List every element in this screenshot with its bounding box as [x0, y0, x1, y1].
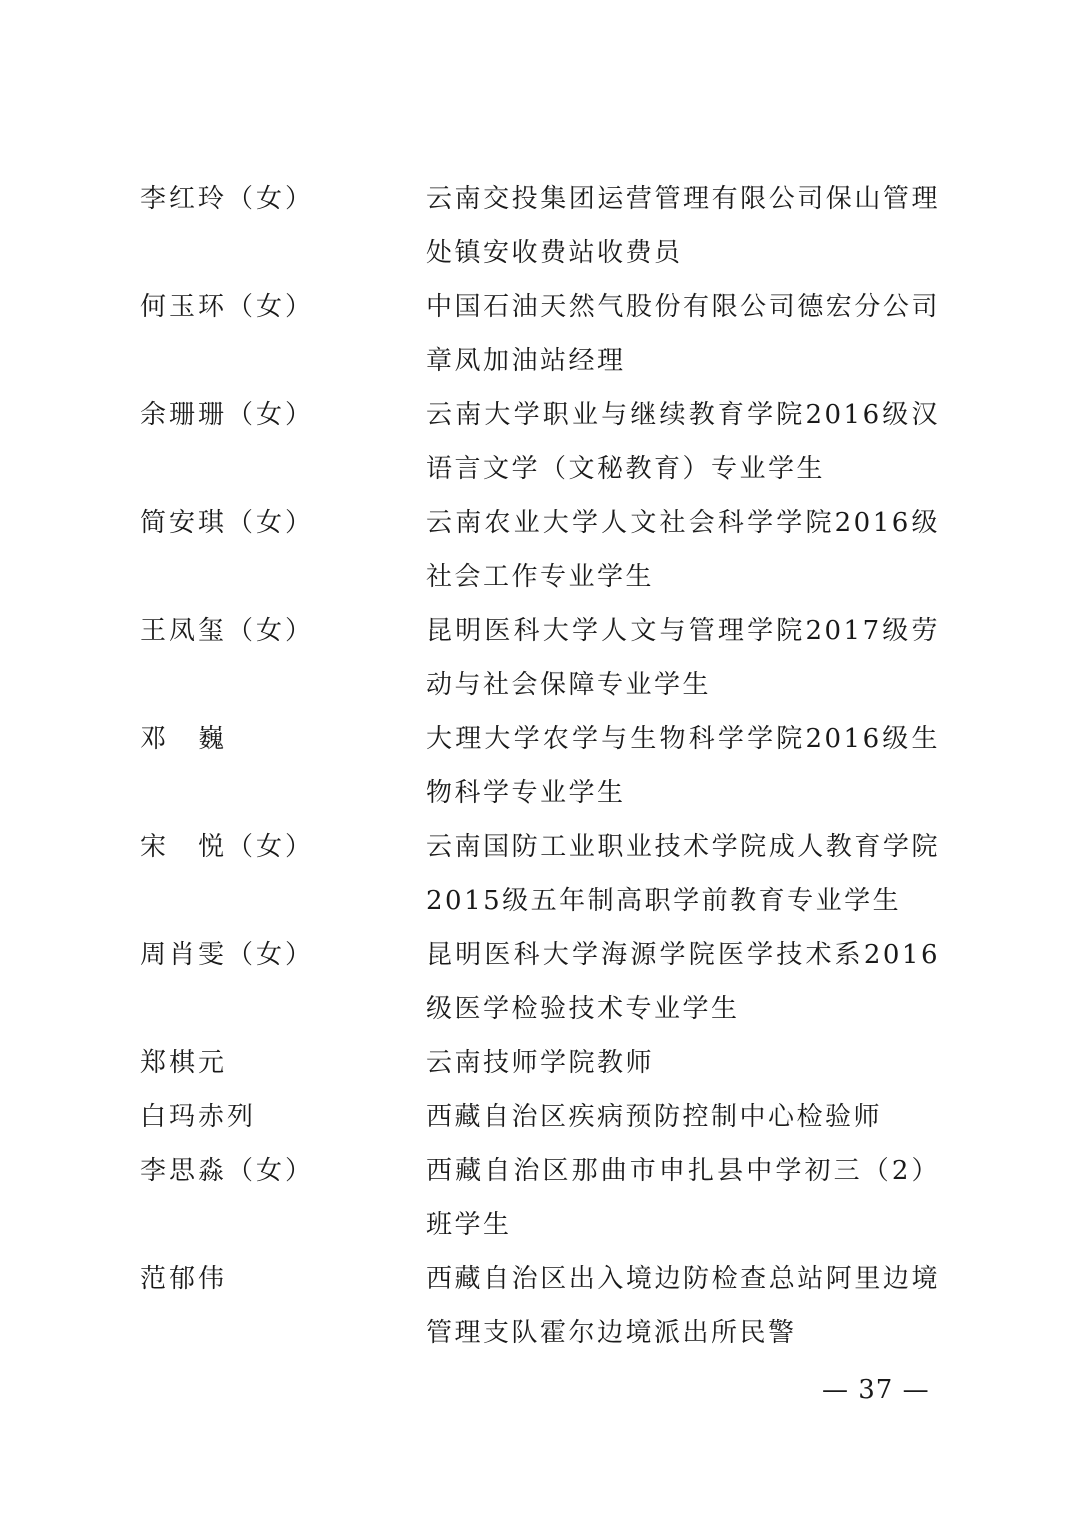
list-item: [140, 928, 940, 1036]
person-name: 宋 悦（女）: [140, 832, 315, 862]
list-item: [140, 388, 940, 496]
list-item: [140, 820, 940, 928]
list-item: [140, 1036, 940, 1090]
person-affiliation: 西藏自治区那曲市申扎县中学初三（2）班学生: [426, 1156, 940, 1240]
person-name: 余珊珊（女）: [140, 400, 315, 430]
list-item: [140, 1252, 940, 1360]
person-affiliation: 云南交投集团运营管理有限公司保山管理处镇安收费站收费员: [426, 184, 940, 268]
person-affiliation: 云南农业大学人文社会科学学院2016级社会工作专业学生: [426, 508, 940, 592]
list-item: [140, 1144, 940, 1252]
person-name: 白玛赤列: [140, 1102, 257, 1132]
list-item: [140, 280, 940, 388]
person-affiliation: 云南大学职业与继续教育学院2016级汉语言文学（文秘教育）专业学生: [426, 400, 940, 484]
person-name: 范郁伟: [140, 1264, 228, 1294]
honoree-list: [140, 172, 940, 1360]
person-affiliation: 云南技师学院教师: [426, 1048, 655, 1078]
person-affiliation: 大理大学农学与生物科学学院2016级生物科学专业学生: [426, 724, 940, 808]
list-item: [140, 496, 940, 604]
page-number: — 37 —: [822, 1375, 930, 1405]
list-item: [140, 172, 940, 280]
person-name: 李红玲（女）: [140, 184, 315, 214]
person-affiliation: 西藏自治区疾病预防控制中心检验师: [426, 1102, 883, 1132]
person-name: 简安琪（女）: [140, 508, 315, 538]
list-item: [140, 1090, 940, 1144]
person-affiliation: 昆明医科大学海源学院医学技术系2016级医学检验技术专业学生: [426, 940, 940, 1024]
person-affiliation: 昆明医科大学人文与管理学院2017级劳动与社会保障专业学生: [426, 616, 940, 700]
person-name: 周肖雯（女）: [140, 940, 315, 970]
person-affiliation: 西藏自治区出入境边防检查总站阿里边境管理支队霍尔边境派出所民警: [426, 1264, 940, 1348]
person-name: 王凤玺（女）: [140, 616, 315, 646]
person-affiliation: 云南国防工业职业技术学院成人教育学院2015级五年制高职学前教育专业学生: [426, 832, 940, 916]
person-name: 李思淼（女）: [140, 1156, 315, 1186]
person-name: 何玉环（女）: [140, 292, 315, 322]
person-name: 郑棋元: [140, 1048, 228, 1078]
person-name: 邓 巍: [140, 724, 228, 754]
list-item: [140, 604, 940, 712]
person-affiliation: 中国石油天然气股份有限公司德宏分公司章凤加油站经理: [426, 292, 940, 376]
list-item: [140, 712, 940, 820]
